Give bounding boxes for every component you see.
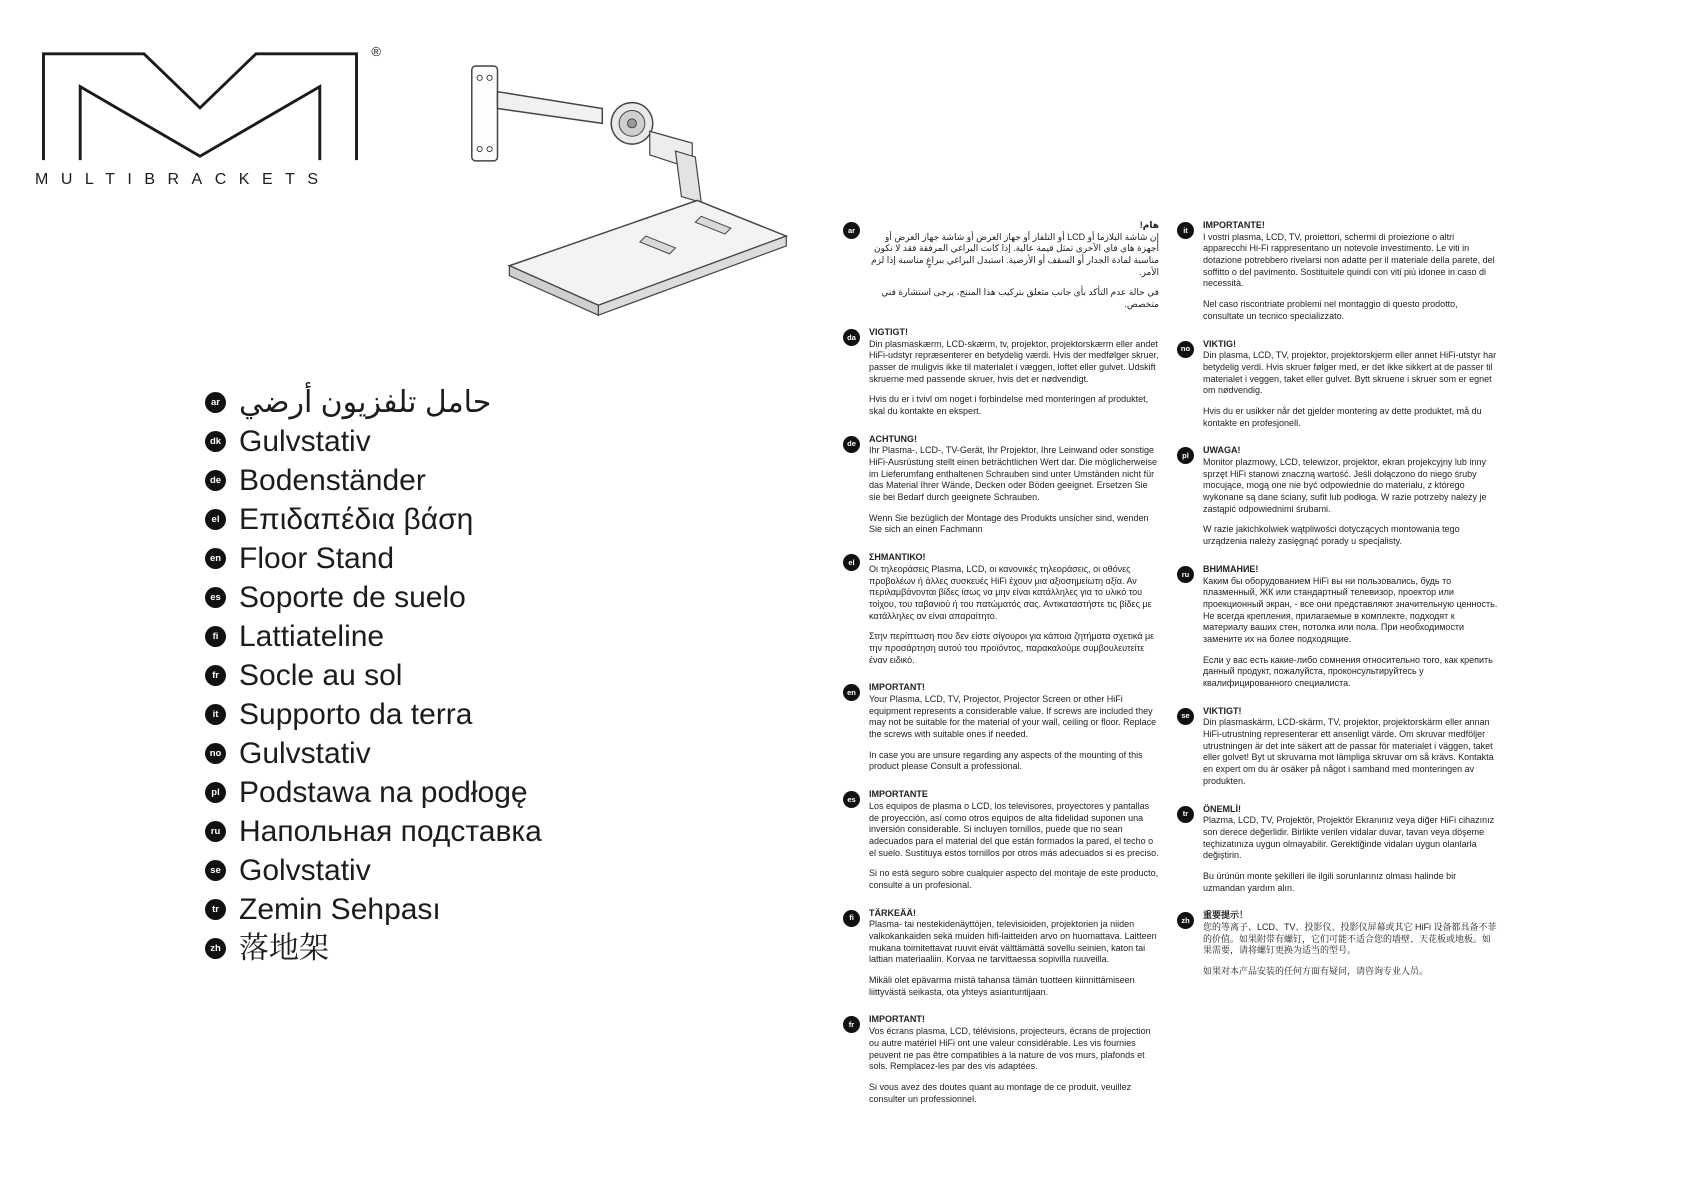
language-row (205, 932, 542, 965)
notice-paragraph: Wenn Sie bezüglich der Montage des Produkts unsicher sind, wenden Sie sich an einen Fachmann (869, 512, 1149, 535)
language-code-badge: pl (1177, 447, 1194, 464)
notice-paragraph: Если у вас есть какие-либо сомнения относительно того, как крепить данный продукт, пожалуйста, проконсультируйтесь у квалифицированного специалиста. (1203, 654, 1493, 688)
language-label: Напольная подставка (239, 814, 542, 848)
notice-block (843, 327, 1159, 418)
notice-text (869, 789, 1159, 892)
notice-title: 重要提示！ (1203, 910, 1249, 921)
language-row (205, 737, 542, 770)
language-code-badge: pl (205, 782, 226, 803)
language-code-badge: el (843, 554, 860, 571)
language-code-badge: tr (205, 899, 226, 920)
language-code-badge: ar (843, 222, 860, 239)
notice-paragraph: In case you are unsure regarding any aspects of the mounting of this product please Consult a professional. (869, 749, 1143, 772)
notice-block (1177, 564, 1499, 690)
language-label: Lattiateline (239, 619, 385, 653)
notices-column-2 (1177, 220, 1499, 994)
notice-paragraph: Plasma- tai nestekidenäyttöjen, televisioiden, projektorien ja niiden valkokankaiden sekä muiden hifi-laitteiden arvo on huomattava. Laitteen mukana toimitettavat ruuvit eivät välttämättä sovellu seinien, katon tai lattian materiaaliin. Korvaa ne tarvittaessa sopivilla ruuveilla. (869, 919, 1157, 965)
language-row (205, 425, 542, 458)
language-code-badge: ru (1177, 566, 1194, 583)
language-row (205, 542, 542, 575)
notice-title: VIKTIG! (1203, 338, 1236, 349)
bracket-shelf-drawing-icon (452, 52, 808, 344)
notice-text (869, 908, 1159, 999)
product-technical-drawing (452, 52, 808, 344)
notice-block (843, 1014, 1159, 1105)
notice-title: ÖNEMLİ! (1203, 803, 1241, 814)
notice-text (1203, 339, 1499, 430)
notice-block (1177, 910, 1499, 977)
language-label: Floor Stand (239, 541, 395, 575)
notice-paragraph: Каким бы оборудованием HiFi вы ни пользовались, будь то плазменный, ЖК или стандартный телевизор, проектор или проекционный экран, - все они представляют значительную ценность. Не всегда крепления, прилагаемые в комплекте, подходят к материалу ваших стен, потолка или пола. При необходимости замените их на более подходящие. (1203, 575, 1498, 644)
notice-block (843, 220, 1159, 311)
language-code-badge: tr (1177, 806, 1194, 823)
language-row (205, 659, 542, 692)
notice-text (1203, 564, 1499, 690)
language-code-badge: zh (205, 938, 226, 959)
notice-paragraph: Bu ürünün monte şekilleri ile ilgili sorunlarınız olması halinde bir uzmandan yardım alın. (1203, 870, 1457, 893)
language-label: Socle au sol (239, 658, 403, 692)
notice-paragraph: 如果对本产品安装的任何方面有疑问，请咨询专业人员。 (1203, 966, 1429, 977)
language-row (205, 581, 542, 614)
language-row (205, 854, 542, 887)
notice-text (869, 327, 1159, 418)
notice-paragraph: Plazma, LCD, TV, Projektör, Projektör Ekranınız veya diğer HiFi cihazınız son derece değerlidir. Birlikte verilen vidalar duvar, tavan veya döşeme teçhizatınıza uygun olmayabilir. Gerektiğinde vidaları uygun olanlarla değiştirin. (1203, 815, 1495, 861)
notice-paragraph: إن شاشة البلازما أو LCD أو التلفاز أو جهاز العرض أو شاشة جهاز العرض أو أجهزة هاي فاي الأخرى تمثل قيمة عالية. إذا كانت البراغي المرفقة فقد لا تكون مناسبة لمادة الجدار أو السقف أو الأرضية. استبدل البراغي ببراغٍ مناسبة إذا لزم الأمر. (871, 231, 1159, 277)
language-code-badge: it (1177, 222, 1194, 239)
notice-text (1203, 910, 1499, 977)
notice-text (1203, 445, 1499, 548)
language-row (205, 386, 542, 419)
notice-block (843, 908, 1159, 999)
language-row (205, 464, 542, 497)
notice-paragraph: Hvis du er i tvivl om noget i forbindelse med monteringen af produktet, skal du kontakte en ekspert. (869, 394, 1149, 416)
notice-text (869, 1014, 1159, 1105)
notice-paragraph: W razie jakichkolwiek wątpliwości dotyczących montowania tego urządzenia należy zasięgnąć porady u specjalisty. (1203, 524, 1460, 547)
language-row (205, 776, 542, 809)
notice-paragraph: Monitor plazmowy, LCD, telewizor, projektor, ekran projekcyjny lub inny sprzęt HiFi stanowi znaczną wartość. Jeśli dołączono do niego śruby mocujące, mogą one nie być odpowiednie do materiału, z którego wykonane są dane ściany, sufit lub podłoga. W razie potrzeby należy je zastąpić odpowiednimi śrubami. (1203, 457, 1487, 514)
language-row (205, 620, 542, 653)
notice-paragraph: 您的等离子、LCD、TV、投影仪、投影仪屏幕或其它 HiFi 设备都具备不菲的价值。如果附带有螺钉，它们可能不适合您的墙壁、天花板或地板。如果需要，请将螺钉更换为适当的型号。 (1203, 922, 1497, 956)
language-code-badge: en (843, 684, 860, 701)
notice-paragraph: Vos écrans plasma, LCD, télévisions, projecteurs, écrans de projection ou autre matériel HiFi ont une valeur considérable. Les vis fournies peuvent ne pas être compatibles à la nature de vos murs, plafonds et sols. Remplacez-les par des vis adaptées. (869, 1026, 1151, 1072)
language-label: Gulvstativ (239, 424, 371, 458)
language-row (205, 815, 542, 848)
brand-logo-block (35, 44, 381, 189)
language-label: Golvstativ (239, 853, 371, 887)
notice-paragraph: Din plasmaskærm, LCD-skærm, tv, projektor, projektorskærm eller andet HiFi-udstyr repræsenterer en betydelig værdi. Hvis der medfølger skruer, passer de muligvis ikke til materialet i væggen, loftet eller gulvet. Udskift skruerne med passende skruer, hvis det er nødvendigt. (869, 338, 1159, 384)
language-code-badge: da (843, 329, 860, 346)
notice-paragraph: Στην περίπτωση που δεν είστε σίγουροι για κάποια ζητήματα σχετικά με την προσάρτηση αυτού του προϊόντος, παρακαλούμε συμβουλευτείτε έναν ειδικό. (869, 631, 1155, 665)
notice-block (843, 434, 1159, 537)
language-code-badge: fr (843, 1016, 860, 1033)
notice-block (843, 552, 1159, 666)
notice-title: هام! (1139, 220, 1159, 230)
notice-paragraph: Οι τηλεοράσεις Plasma, LCD, οι κανονικές τηλεοράσεις, οι οθόνες προβολέων ή άλλες συσκευές HiFi έχουν μια αξιοσημείωτη αξία. Αν περιλαμβάνονται βίδες ίσως να μην είναι κατάλληλες για το υλικό του τοίχου, του ταβανιού ή του πατώματός σας. Αντικαταστήστε τις βίδες με κατάλληλες αν είναι απαραίτητο. (869, 563, 1152, 621)
language-code-badge: el (205, 509, 226, 530)
notice-title: VIKTIGT! (1203, 705, 1242, 716)
notice-title: IMPORTANTE (869, 789, 928, 800)
language-code-badge: es (205, 587, 226, 608)
notice-block (1177, 804, 1499, 895)
language-label: Gulvstativ (239, 736, 371, 770)
notice-title: ВНИМАНИЕ! (1203, 563, 1259, 574)
notice-paragraph: Si no está seguro sobre cualquier aspecto del montaje de este producto, consulte a un profesional. (869, 868, 1159, 890)
notice-text (869, 220, 1159, 311)
language-label: 落地架 (239, 931, 329, 965)
language-label: حامل تلفزيون أرضي (239, 385, 492, 419)
language-row (205, 893, 542, 926)
language-code-badge: se (1177, 708, 1194, 725)
language-label: Επιδαπέδια βάση (239, 502, 474, 536)
language-label: Bodenständer (239, 463, 426, 497)
language-label: Podstawa na podłogę (239, 775, 528, 809)
language-label: Supporto da terra (239, 697, 473, 731)
language-row (205, 698, 542, 731)
notice-block (1177, 445, 1499, 548)
language-row (205, 503, 542, 536)
language-code-badge: zh (1177, 912, 1194, 929)
language-code-badge: it (205, 704, 226, 725)
notice-paragraph: Mikäli olet epävarma mistä tahansa tämän tuotteen kiinnittämiseen liittyvästä seikasta, ota yhteys asiantuntijaan. (869, 975, 1135, 997)
notice-text (1203, 804, 1499, 895)
notice-text (1203, 220, 1499, 323)
notice-paragraph: Hvis du er usikker når det gjelder montering av dette produktet, må du kontakte en profesjonell. (1203, 405, 1482, 428)
notice-paragraph: Din plasma, LCD, TV, projektor, projektorskjerm eller annet HiFi-utstyr har betydelig verdi. Hvis skruer følger med, er det ikke sikkert at de passer til materialet i veggen, taket eller gulvet. Bytt skruene i skruer som er egnet om nødvendig. (1203, 350, 1497, 396)
brand-name: MULTIBRACKETS (35, 171, 331, 188)
multibrackets-logo-icon (35, 48, 365, 162)
notice-text (869, 434, 1159, 537)
language-code-badge: fr (205, 665, 226, 686)
notice-text (869, 682, 1159, 773)
notice-title: IMPORTANT! (869, 682, 925, 693)
notice-title: ACHTUNG! (869, 433, 917, 444)
language-code-badge: fi (205, 626, 226, 647)
language-code-badge: de (205, 470, 226, 491)
notices-column-1 (843, 220, 1159, 1121)
language-code-badge: fi (843, 910, 860, 927)
notice-paragraph: Your Plasma, LCD, TV, Projector, Projector Screen or other HiFi equipment represents a considerable value. If screws are included they may not be suitable for the material of your wall, ceiling or floor. Replace the screws with suitable ones if needed. (869, 694, 1157, 740)
language-code-badge: de (843, 436, 860, 453)
notice-text (1203, 706, 1499, 788)
notice-block (843, 682, 1159, 773)
notice-block (843, 789, 1159, 892)
notice-block (1177, 220, 1499, 323)
notice-title: UWAGA! (1203, 445, 1241, 456)
language-code-badge: ru (205, 821, 226, 842)
language-code-badge: no (205, 743, 226, 764)
notice-title: TÄRKEÄÄ! (869, 907, 916, 918)
notice-paragraph: I vostri plasma, LCD, TV, proiettori, schermi di proiezione o altri apparecchi Hi-Fi rappresentano un notevole investimento. Le viti in dotazione potrebbero rivelarsi non adatte per il materiale della parete, del soffitto o del pavimento. Sostituitele quindi con viti più idonee in caso di necessità. (1203, 231, 1495, 289)
language-label: Soporte de suelo (239, 580, 466, 614)
notice-block (1177, 339, 1499, 430)
notice-paragraph: Si vous avez des doutes quant au montage de ce produit, veuillez consulter un professionnel. (869, 1081, 1132, 1104)
language-label: Zemin Sehpası (239, 892, 441, 926)
language-code-badge: no (1177, 341, 1194, 358)
language-code-badge: ar (205, 392, 226, 413)
notice-title: IMPORTANTE! (1203, 220, 1265, 230)
language-code-badge: se (205, 860, 226, 881)
notice-paragraph: Din plasmaskärm, LCD-skärm, TV, projektor, projektorskärm eller annan HiFi-utrustning representerar ett ansenligt värde. Om skruvar medföljer utrustningen är det inte säkert att de passar för materialet i väggen, taket eller golvet! Byt ut skruvarna mot lämpliga skruvar om så krävs. Kontakta en expert om du är osäker på något i samband med monteringen av produkten. (1203, 717, 1494, 786)
notice-paragraph: Nel caso riscontriate problemi nel montaggio di questo prodotto, consultate un tecnico specializzato. (1203, 299, 1458, 321)
notice-paragraph: Los equipos de plasma o LCD, los televisores, proyectores y pantallas de proyección, así como otros equipos de alta fidelidad suponen una inversión considerable. Si incluyen tornillos, puede que no sean adecuados para el material del que están formados la pared, el techo o el suelo. Sustituya estos tornillos por otros más adecuados si es preciso. (869, 800, 1159, 858)
notice-title: VIGTIGT! (869, 326, 908, 337)
language-list (205, 386, 542, 971)
notice-text (869, 552, 1159, 666)
notice-title: IMPORTANT! (869, 1014, 925, 1025)
notice-block (1177, 706, 1499, 788)
notice-paragraph: Ihr Plasma-, LCD-, TV-Gerät, Ihr Projektor, Ihre Leinwand oder sonstige HiFi-Ausrüstung stellt einen beträchtlichen Wert dar. Die möglicherweise im Lieferumfang enthaltenen Schrauben sind unter Umständen nicht für das Material Ihrer Wände, Decken oder Böden geeignet. Ersetzen Sie sie bei Bedarf durch geeignete Schrauben. (869, 445, 1157, 503)
registered-trademark-symbol: ® (371, 44, 381, 59)
notice-paragraph: في حالة عدم التأكد بأي جانب متعلق بتركيب هذا المنتج، يرجى استشارة فني متخصص. (881, 287, 1159, 310)
language-code-badge: en (205, 548, 226, 569)
language-code-badge: es (843, 791, 860, 808)
notice-title: ΣΗΜΑΝΤΙΚΟ! (869, 552, 926, 563)
language-code-badge: dk (205, 431, 226, 452)
